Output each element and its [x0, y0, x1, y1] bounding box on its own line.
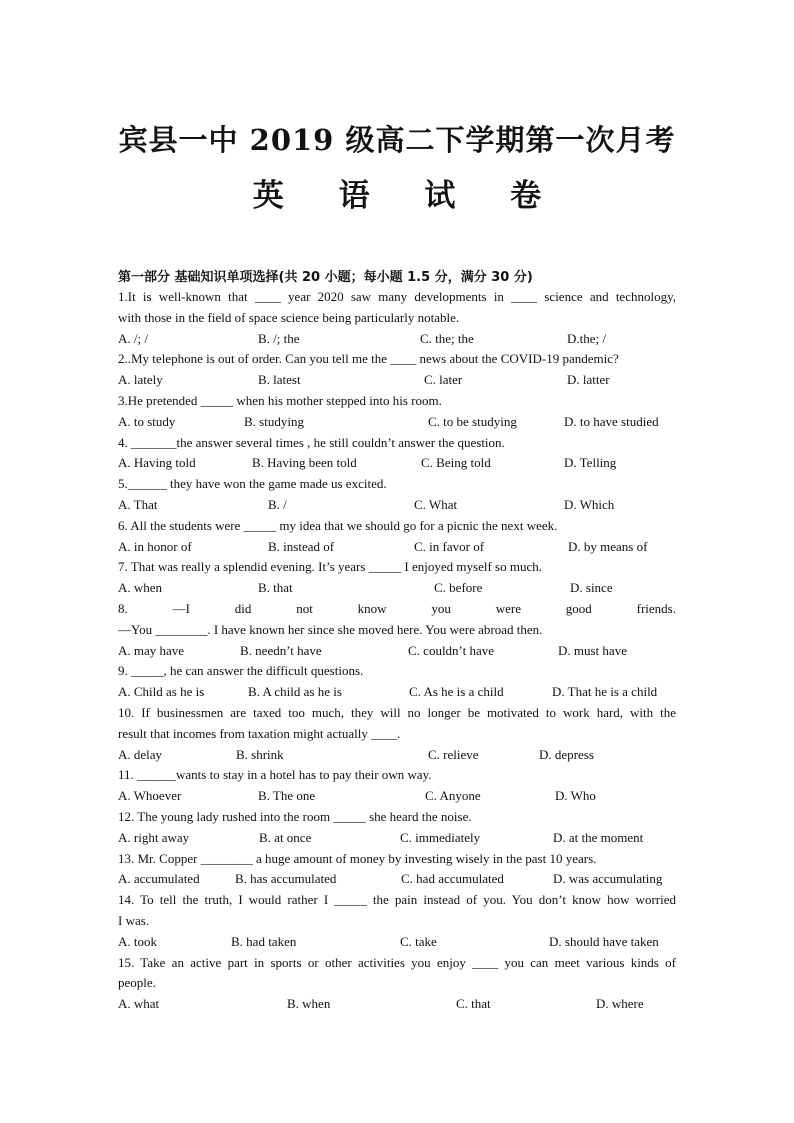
option-row: [118, 578, 676, 599]
option-b[interactable]: B. studying: [244, 413, 304, 429]
option-c[interactable]: C. As he is a child: [409, 684, 504, 700]
question-stem: 11. ______wants to stay in a hotel has to pay their own way.: [118, 767, 432, 783]
question-stem: —You ________. I have known her since she moved here. You were abroad then.: [118, 621, 543, 637]
option-a[interactable]: A. delay: [118, 746, 163, 762]
question-item: [118, 890, 676, 952]
section-heading: 第一部分 基础知识单项选择(共 20 小题；每小题 1.5 分，满分 30 分): [118, 270, 533, 285]
question-stem: 2..My telephone is out of order. Can you tell me the ____ news about the COVID-19 pandemic?: [118, 351, 619, 367]
option-c[interactable]: C. couldn’t have: [408, 642, 495, 658]
option-b[interactable]: B. when: [287, 996, 331, 1012]
question-stem: 13. Mr. Copper ________ a huge amount of money by investing wisely in the past 10 years.: [118, 850, 597, 866]
option-b[interactable]: B. /; the: [258, 330, 300, 346]
option-row: [118, 869, 676, 890]
question-stem: people.: [118, 975, 156, 991]
option-c[interactable]: C. had accumulated: [401, 871, 504, 887]
option-b[interactable]: B. at once: [259, 829, 312, 845]
option-d[interactable]: D. was accumulating: [553, 871, 663, 887]
option-d[interactable]: D. at the moment: [553, 829, 644, 845]
option-d[interactable]: D. Who: [555, 788, 596, 804]
option-d[interactable]: D. That he is a child: [552, 684, 658, 700]
question-item: [118, 349, 676, 391]
option-a[interactable]: A. in honor of: [118, 538, 192, 554]
option-a[interactable]: A. accumulated: [118, 871, 200, 887]
option-c[interactable]: C. the; the: [420, 330, 474, 346]
question-item: [118, 953, 676, 1015]
option-b[interactable]: B. had taken: [231, 933, 297, 949]
option-c[interactable]: C. immediately: [400, 829, 481, 845]
question-stem: result that incomes from taxation might actually ____.: [118, 725, 401, 741]
option-row: [118, 786, 676, 807]
option-row: [118, 453, 676, 474]
option-c[interactable]: C. What: [414, 496, 458, 512]
option-d[interactable]: D. since: [570, 580, 613, 596]
option-a[interactable]: A. right away: [118, 829, 190, 845]
question-stem: with those in the field of space science being particularly notable.: [118, 309, 460, 325]
option-d[interactable]: D. latter: [567, 372, 610, 388]
question-item: [118, 474, 676, 516]
option-d[interactable]: D. Which: [564, 496, 615, 512]
question-stem: 4. _______the answer several times , he still couldn’t answer the question.: [118, 434, 505, 450]
option-b[interactable]: B. shrink: [236, 746, 284, 762]
question-item: [118, 599, 676, 661]
question-stem: 15. Take an active part in sports or other activities you enjoy ____ you can meet various kinds of: [118, 954, 676, 970]
question-item: [118, 849, 676, 891]
option-row: [118, 641, 676, 662]
option-d[interactable]: D. where: [596, 996, 644, 1012]
option-row: [118, 329, 676, 350]
option-b[interactable]: B. that: [258, 580, 293, 596]
question-stem: 10. If businessmen are taxed too much, they will no longer be motivated to work hard, with the: [118, 704, 676, 720]
question-item: [118, 557, 676, 599]
option-b[interactable]: B. has accumulated: [235, 871, 337, 887]
option-a[interactable]: A. what: [118, 996, 160, 1012]
option-c[interactable]: C. Being told: [421, 455, 491, 471]
option-a[interactable]: A. /; /: [118, 330, 148, 346]
option-c[interactable]: C. Anyone: [425, 788, 481, 804]
option-row: [118, 495, 676, 516]
option-d[interactable]: D. to have studied: [564, 413, 659, 429]
option-c[interactable]: C. relieve: [428, 746, 479, 762]
option-row: [118, 828, 676, 849]
option-b[interactable]: B. instead of: [268, 538, 335, 554]
question-stem: 14. To tell the truth, I would rather I _____ the pain instead of you. You don’t know how worried: [118, 892, 676, 908]
question-item: [118, 433, 676, 475]
option-a[interactable]: A. Child as he is: [118, 684, 205, 700]
option-b[interactable]: B. needn’t have: [240, 642, 322, 658]
question-stem: 6. All the students were _____ my idea that we should go for a picnic the next week.: [118, 517, 558, 533]
question-item: [118, 807, 676, 849]
question-stem: 9. _____, he can answer the difficult questions.: [118, 663, 364, 679]
option-b[interactable]: B. Having been told: [252, 455, 357, 471]
option-a[interactable]: A. to study: [118, 413, 176, 429]
option-a[interactable]: A. Whoever: [118, 788, 182, 804]
option-a[interactable]: A. took: [118, 933, 157, 949]
option-d[interactable]: D. Telling: [564, 455, 617, 471]
question-list: [118, 287, 676, 1015]
question-item: [118, 765, 676, 807]
option-a[interactable]: A. Having told: [118, 455, 196, 471]
option-a[interactable]: A. That: [118, 496, 158, 512]
option-row: [118, 932, 676, 953]
question-stem: 1.It is well-known that ____ year 2020 saw many developments in ____ science and technology,: [118, 289, 676, 304]
question-item: [118, 287, 676, 349]
option-d[interactable]: D.the; /: [567, 330, 606, 346]
exam-subtitle: 英 语 试 卷: [252, 178, 564, 214]
option-d[interactable]: D. by means of: [568, 538, 648, 554]
question-stem: 3.He pretended _____ when his mother stepped into his room.: [118, 392, 442, 408]
option-row: [118, 412, 676, 433]
question-stem: 7. That was really a splendid evening. It’s years _____ I enjoyed myself so much.: [118, 559, 542, 575]
option-d[interactable]: D. depress: [539, 746, 594, 762]
option-b[interactable]: B. latest: [258, 372, 301, 388]
option-c[interactable]: C. later: [424, 372, 463, 388]
exam-title: 宾县一中 2019 级高二下学期第一次月考: [118, 123, 676, 157]
question-item: [118, 391, 676, 433]
option-d[interactable]: D. must have: [558, 642, 627, 658]
option-c[interactable]: C. that: [456, 996, 491, 1012]
option-c[interactable]: C. before: [434, 580, 483, 596]
option-row: [118, 745, 676, 766]
option-c[interactable]: C. in favor of: [414, 538, 485, 554]
question-item: [118, 703, 676, 765]
option-b[interactable]: B. /: [268, 496, 287, 512]
option-b[interactable]: B. A child as he is: [248, 684, 342, 700]
question-stem: 12. The young lady rushed into the room _____ she heard the noise.: [118, 808, 472, 824]
option-a[interactable]: A. may have: [118, 642, 185, 658]
option-row: [118, 537, 676, 558]
option-row: [118, 370, 676, 391]
question-stem: 8. —I did not know you were good friends.: [118, 600, 676, 616]
option-c[interactable]: C. take: [400, 933, 437, 949]
option-d[interactable]: D. should have taken: [549, 933, 659, 949]
question-stem: 5.______ they have won the game made us excited.: [118, 476, 387, 492]
option-a[interactable]: A. when: [118, 580, 163, 596]
option-a[interactable]: A. lately: [118, 372, 163, 388]
question-stem: I was.: [118, 912, 150, 928]
option-b[interactable]: B. The one: [258, 788, 316, 804]
option-c[interactable]: C. to be studying: [428, 413, 517, 429]
question-item: [118, 661, 676, 703]
question-item: [118, 516, 676, 558]
option-row: [118, 682, 676, 703]
option-row: [118, 994, 676, 1015]
